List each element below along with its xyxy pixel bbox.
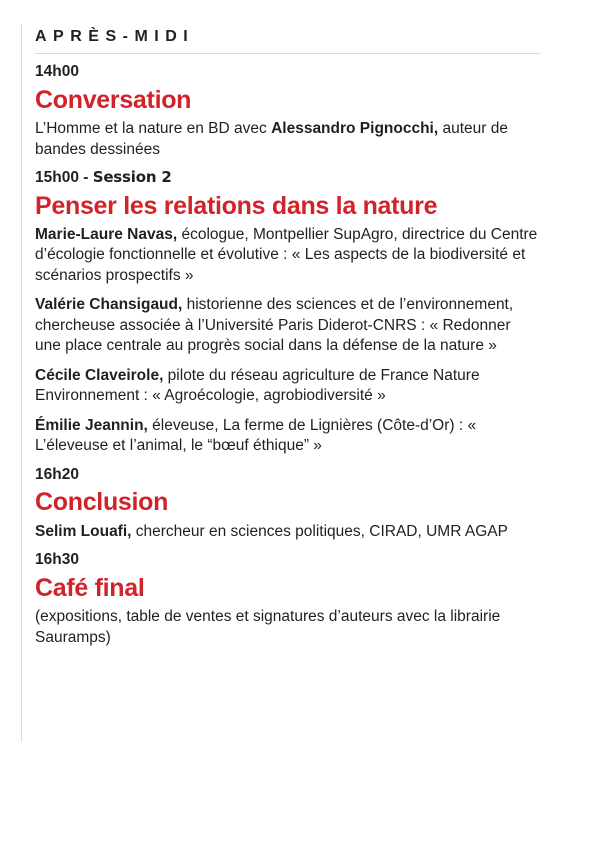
time-label: 14h00 bbox=[35, 63, 79, 80]
program-item bbox=[35, 466, 540, 543]
program-item-time bbox=[35, 466, 540, 484]
speaker-description: écologue, Montpellier SupAgro, directrice du Centre d’écologie fonctionnelle et évolutive : « Les aspects de la biodiversité et scénarios prospectifs » bbox=[35, 226, 538, 284]
description-text-before: L’Homme et la nature en BD avec bbox=[35, 120, 272, 138]
program-item-title: Conclusion bbox=[35, 488, 169, 517]
program-item-time bbox=[35, 63, 540, 81]
description-text: (expositions, table de ventes et signatures d’auteurs avec la librairie Sauramps) bbox=[35, 608, 501, 646]
program-item-description bbox=[35, 119, 540, 160]
time-label: 16h20 bbox=[35, 465, 79, 483]
program-item bbox=[35, 551, 540, 648]
program-item-title: Penser les relations dans la nature bbox=[35, 191, 438, 220]
program-item bbox=[35, 63, 540, 160]
time-label: 16h30 bbox=[35, 551, 79, 569]
speaker-name: Marie-Laure Navas, bbox=[35, 226, 178, 244]
speaker-name: Cécile Claveirole, bbox=[35, 366, 164, 384]
speaker-name: Selim Louafi, bbox=[35, 522, 132, 540]
speaker-entry bbox=[35, 366, 540, 407]
section-heading: APRÈS-MIDI bbox=[35, 28, 540, 54]
speaker-entry bbox=[35, 416, 540, 457]
speaker-description: éleveuse, La ferme de Lignières (Côte-d’Or) : « L’éleveuse et l’animal, le “bœuf éthique” » bbox=[35, 416, 477, 455]
program-item-description bbox=[35, 607, 540, 648]
speaker-description: historienne des sciences et de l’environnement, chercheuse associée à l’Université Paris Diderot-CNRS : « Redonner une place centrale au progrès social dans la défense de la nature » bbox=[35, 296, 514, 355]
speaker-name: Valérie Chansigaud, bbox=[35, 296, 183, 314]
time-label: 15h00 - bbox=[35, 168, 93, 186]
speaker-entry bbox=[35, 295, 540, 356]
program-item-time bbox=[35, 169, 540, 187]
speaker-description: pilote du réseau agriculture de France Nature Environnement : « Agroécologie, agrobiodiversité » bbox=[35, 366, 480, 405]
program-item-title: Conversation bbox=[35, 85, 192, 114]
program-item-title: Café final bbox=[35, 573, 145, 602]
program-item-time bbox=[35, 551, 540, 569]
program-item bbox=[35, 169, 540, 457]
speaker-name: Émilie Jeannin, bbox=[35, 416, 148, 434]
speaker-description: chercheur en sciences politiques, CIRAD, UMR AGAP bbox=[131, 522, 508, 540]
session-label: Session 2 bbox=[92, 167, 172, 186]
speaker-entry bbox=[35, 522, 540, 542]
speaker-entry bbox=[35, 225, 540, 286]
speaker-name: Alessandro Pignocchi, bbox=[271, 120, 439, 138]
left-vertical-rule bbox=[21, 24, 22, 742]
description-text-after: auteur de bandes dessinées bbox=[35, 120, 508, 158]
program-content bbox=[35, 28, 540, 650]
